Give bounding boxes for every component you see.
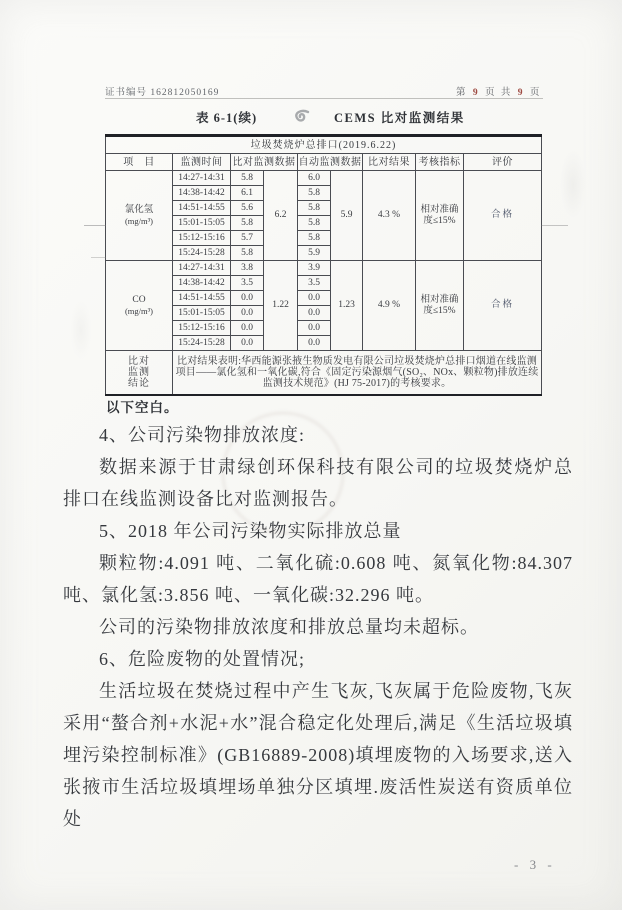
section-6-paragraph: 生活垃圾在焚烧过程中产生飞灰,飞灰属于危险废物,飞灰采用“螯合剂+水泥+水”混合稳定化处理后,满足《生活垃圾填埋污染控制标准》(GB16889-2008)填埋废物的入场要求,送入张掖市生活垃圾填埋场单独分区填埋.废活性炭送有资质单位处 [63, 681, 573, 829]
auto-value-cell: 5.8 [298, 186, 331, 201]
cems-value-cell: 5.8 [231, 246, 264, 261]
auto-average-cell: 1.23 [331, 261, 363, 351]
ink-swirl-mark-icon [292, 109, 312, 127]
parameter-unit: (mg/m³) [124, 215, 154, 226]
auto-value-cell: 6.0 [298, 171, 331, 186]
table-number-label: 表 6-1(续) [196, 111, 258, 125]
conclusion-label [106, 351, 173, 395]
cems-value-cell: 6.1 [231, 186, 264, 201]
conclusion-label-line: 比对 [128, 355, 150, 367]
page-word: 页 [485, 88, 497, 98]
evaluation-cell: 合格 [464, 171, 542, 261]
auto-value-cell: 3.9 [298, 261, 331, 276]
cems-value-cell: 3.5 [231, 276, 264, 291]
time-cell: 15:01-15:05 [173, 216, 231, 231]
col-header-item: 项 目 [106, 154, 173, 171]
page-word: 共 [500, 88, 513, 98]
blank-below-note: 以下空白。 [106, 400, 179, 415]
scan-smudge [70, 300, 92, 360]
scan-line-artifact [541, 225, 568, 226]
conclusion-text: 比对结果表明:华西能源张掖生物质发电有限公司垃圾焚烧炉总排口烟道在线监测项目——氯化氢和一氧化碳,符合《固定污染源烟气(SO₂、NOx、颗粒物)排放连续监测技术规范》(HJ 75-2017)的考核要求。 [173, 351, 542, 395]
evaluation-cell: 合格 [464, 261, 542, 351]
cems-comparison-table [105, 134, 542, 396]
time-cell: 15:01-15:05 [173, 306, 231, 321]
time-cell: 14:38-14:42 [173, 186, 231, 201]
result-cell: 4.3 % [363, 171, 416, 261]
parameter-cell [106, 171, 173, 261]
section-6-heading: 6、危险废物的处置情况; [99, 649, 305, 669]
page-word: 第 [456, 88, 468, 98]
cems-average-cell: 1.22 [264, 261, 298, 351]
parameter-unit: (mg/m³) [124, 305, 154, 316]
section-5-paragraph: 颗粒物:4.091 吨、二氧化硫:0.608 吨、氮氧化物:84.307 吨、氯化氢:3.856 吨、一氧化碳:32.296 吨。 [63, 553, 573, 605]
time-cell: 15:24-15:28 [173, 336, 231, 351]
time-cell: 14:51-14:55 [173, 291, 231, 306]
table-subtitle: 垃圾焚烧炉总排口(2019.6.22) [106, 136, 542, 154]
cems-value-cell: 5.6 [231, 201, 264, 216]
auto-value-cell: 3.5 [298, 276, 331, 291]
table-row [106, 171, 542, 186]
page-indicator [456, 84, 541, 98]
section-5-note: 公司的污染物排放浓度和排放总量均未超标。 [99, 617, 479, 637]
time-cell: 14:27-14:31 [173, 171, 231, 186]
section-4-paragraph: 数据来源于甘肃绿创环保科技有限公司的垃圾焚烧炉总排口在线监测设备比对监测报告。 [63, 457, 573, 509]
parameter-name: CO [132, 294, 146, 305]
time-cell: 14:27-14:31 [173, 261, 231, 276]
col-header-auto-data: 自动监测数据 [298, 154, 363, 171]
current-page-number: 9 [472, 88, 480, 98]
auto-value-cell: 5.8 [298, 201, 331, 216]
conclusion-row [106, 351, 542, 395]
col-header-result: 比对结果 [363, 154, 416, 171]
criterion-cell: 相对准确度≤15% [416, 261, 464, 351]
col-header-evaluation: 评价 [464, 154, 542, 171]
cems-average-cell: 6.2 [264, 171, 298, 261]
time-cell: 14:38-14:42 [173, 276, 231, 291]
auto-value-cell: 0.0 [298, 336, 331, 351]
section-5-heading: 5、2018 年公司污染物实际排放总量 [99, 521, 402, 541]
cems-value-cell: 5.8 [231, 216, 264, 231]
cems-value-cell: 0.0 [231, 291, 264, 306]
col-header-time: 监测时间 [173, 154, 231, 171]
parameter-name: 氯化氢 [124, 204, 154, 215]
cems-value-cell: 0.0 [231, 321, 264, 336]
faint-stamp-ghost [222, 412, 344, 534]
auto-value-cell: 5.8 [298, 216, 331, 231]
auto-value-cell: 0.0 [298, 321, 331, 336]
auto-value-cell: 5.8 [298, 231, 331, 246]
scan-line-artifact [84, 225, 106, 226]
auto-value-cell: 0.0 [298, 306, 331, 321]
page-word: 页 [529, 88, 542, 98]
conclusion-label-line: 监测 [128, 366, 150, 378]
cems-value-cell: 3.8 [231, 261, 264, 276]
scan-smudge [560, 150, 586, 220]
criterion-cell: 相对准确度≤15% [416, 171, 464, 261]
cems-value-cell: 0.0 [231, 336, 264, 351]
section-4-heading: 4、公司污染物排放浓度: [99, 425, 305, 445]
table-row [106, 261, 542, 276]
total-page-number: 9 [517, 88, 525, 98]
time-cell: 14:51-14:55 [173, 201, 231, 216]
col-header-criterion: 考核指标 [416, 154, 464, 171]
footer-page-number: - 3 - [514, 857, 556, 872]
cems-value-cell: 5.8 [231, 171, 264, 186]
auto-value-cell: 5.9 [298, 246, 331, 261]
time-cell: 15:12-15:16 [173, 321, 231, 336]
time-cell: 15:24-15:28 [173, 246, 231, 261]
parameter-cell [106, 261, 173, 351]
result-cell: 4.9 % [363, 261, 416, 351]
time-cell: 15:12-15:16 [173, 231, 231, 246]
certificate-number: 证书编号 162812050169 [105, 88, 220, 98]
scan-line-artifact [91, 257, 106, 258]
table-title: CEMS 比对监测结果 [334, 111, 465, 125]
auto-average-cell: 5.9 [331, 171, 363, 261]
cems-value-cell: 0.0 [231, 306, 264, 321]
cems-value-cell: 5.7 [231, 231, 264, 246]
header-divider [105, 98, 543, 99]
auto-value-cell: 0.0 [298, 291, 331, 306]
col-header-cems-data: 比对监测数据 [231, 154, 298, 171]
conclusion-label-line: 结论 [128, 377, 150, 389]
